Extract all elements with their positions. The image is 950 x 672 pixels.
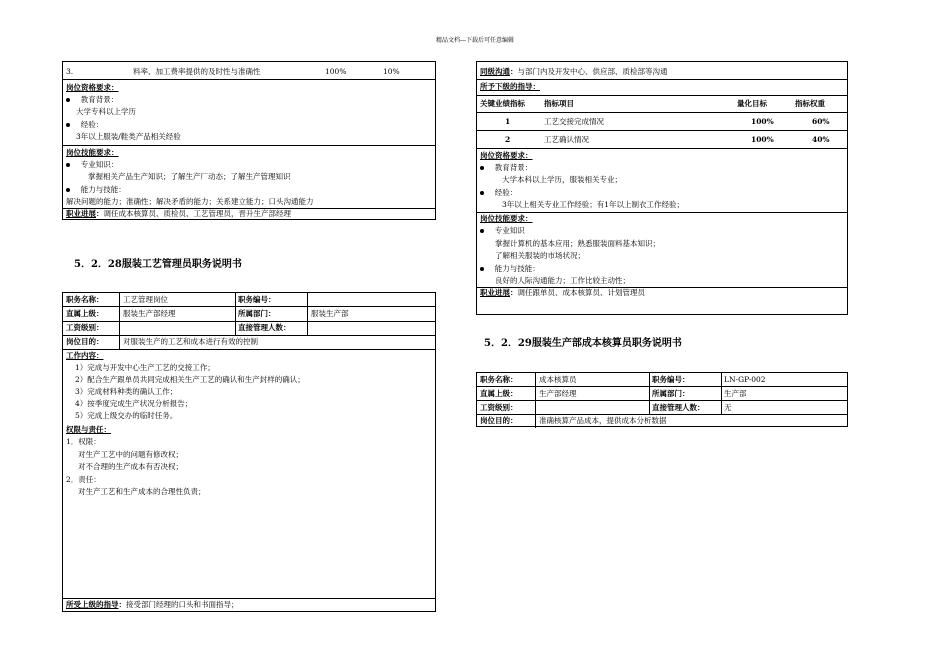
ability-text: 解决问题的能力；准确性；解决矛盾的能力；关系建立能力；口头沟通能力 bbox=[66, 197, 314, 206]
qualification-title: 岗位资格要求： bbox=[66, 83, 119, 92]
bullet-icon bbox=[66, 123, 70, 127]
label-direct-reports: 直接管理人数： bbox=[652, 403, 705, 412]
kpi-row-number: 1 bbox=[505, 117, 511, 126]
experience-label: 经验： bbox=[66, 120, 103, 130]
value-direct-reports: 无 bbox=[724, 403, 732, 412]
skill-title: 岗位技能要求： bbox=[480, 214, 533, 223]
value-job-purpose: 对服装生产的工艺和成本进行有效的控制 bbox=[123, 337, 258, 346]
work-content-title: 工作内容： bbox=[66, 351, 104, 360]
label-salary-grade: 工资级别： bbox=[480, 403, 518, 412]
label-job-purpose: 岗位目的： bbox=[66, 337, 104, 346]
knowledge-label: 专业知识 bbox=[480, 226, 525, 236]
rights-label: 1．权限： bbox=[66, 437, 101, 446]
page-header: 精品文档---下载后可任意编辑 bbox=[435, 37, 515, 44]
skill-title: 岗位技能要求： bbox=[66, 148, 119, 157]
label-department: 所属部门： bbox=[652, 389, 690, 398]
bullet-icon bbox=[66, 163, 70, 167]
rights-item: 对不合理的生产成本有否决权； bbox=[78, 462, 183, 471]
right-kpi-box bbox=[476, 61, 848, 315]
value-department: 服装生产部 bbox=[311, 309, 349, 318]
work-content-item: 4）按季度完成生产状况分析报告； bbox=[75, 399, 193, 408]
bullet-icon bbox=[480, 267, 484, 271]
value-department: 生产部 bbox=[724, 389, 747, 398]
label-direct-reports: 直接管理人数： bbox=[238, 323, 291, 332]
kpi-row-weight: 60% bbox=[812, 117, 830, 126]
experience-text: 3年以上服装/鞋类产品相关经验 bbox=[76, 132, 181, 141]
label-job-code: 职务编号： bbox=[652, 375, 690, 384]
rights-item: 对生产工艺中的问题有修改权； bbox=[78, 450, 183, 459]
education-text: 大学专科以上学历 bbox=[76, 107, 136, 116]
knowledge-text: 了解相关服装的市场状况； bbox=[495, 251, 585, 260]
kpi-row-number: 2 bbox=[505, 135, 511, 144]
bullet-icon bbox=[66, 98, 70, 102]
left-qualification-box bbox=[62, 61, 436, 220]
row-item: 料率、加工费率提供的及时性与准确性 bbox=[133, 67, 261, 76]
qualification-title: 岗位资格要求： bbox=[480, 151, 533, 160]
value-job-purpose: 准确核算产品成本，提供成本分析数据 bbox=[539, 416, 667, 425]
education-label: 教育背景： bbox=[66, 95, 118, 105]
kpi-header-target: 量化目标 bbox=[737, 99, 767, 108]
bullet-icon bbox=[480, 191, 484, 195]
label-department: 所属部门： bbox=[238, 309, 276, 318]
value-job-title: 工艺管理岗位 bbox=[123, 295, 168, 304]
kpi-row-target: 100% bbox=[751, 135, 774, 144]
value-job-code: LN-GP-002 bbox=[724, 375, 766, 384]
career-progression: 职业进展：调任成本核算员、质检员、工艺管理员，晋升生产部经理 bbox=[66, 209, 291, 218]
left-job-table bbox=[62, 292, 436, 612]
knowledge-label: 专业知识： bbox=[66, 160, 118, 170]
ability-label: 能力与技能： bbox=[66, 185, 126, 195]
bullet-icon bbox=[480, 229, 484, 233]
kpi-header-indicator: 关键业绩指标 bbox=[480, 99, 525, 108]
work-content-item: 3）完成材料种类的确认工作； bbox=[75, 387, 178, 396]
duty-text: 对生产工艺和生产成本的合理性负责； bbox=[78, 487, 206, 496]
row-number: 3. bbox=[66, 67, 74, 76]
kpi-row-target: 100% bbox=[751, 117, 774, 126]
kpi-header-item: 指标项目 bbox=[544, 99, 574, 108]
section-title-5-2-28: 5．2．28服装工艺管理员职务说明书 bbox=[74, 259, 242, 270]
education-text: 大学本科以上学历，服装相关专业； bbox=[502, 175, 622, 184]
ability-text: 良好的人际沟通能力；工作比较主动性； bbox=[495, 276, 630, 285]
experience-label: 经验： bbox=[480, 188, 517, 198]
career-progression: 职业进展：调任跟单员、成本核算员、计划管理员 bbox=[480, 288, 645, 297]
work-content-item: 1）完成与开发中心生产工艺的交接工作； bbox=[75, 363, 215, 372]
knowledge-text: 掌握计算机的基本应用；熟悉服装面料基本知识； bbox=[495, 239, 660, 248]
row-target: 100% bbox=[325, 67, 347, 76]
rights-title: 权限与责任： bbox=[66, 425, 111, 434]
label-supervisor: 直属上级： bbox=[480, 389, 518, 398]
ability-label: 能力与技能： bbox=[480, 264, 540, 274]
label-job-code: 职务编号： bbox=[238, 295, 276, 304]
value-job-title: 成本核算员 bbox=[539, 375, 577, 384]
knowledge-text: 掌握相关产品生产知识；了解生产厂动态；了解生产管理知识 bbox=[88, 172, 291, 181]
label-salary-grade: 工资级别： bbox=[66, 323, 104, 332]
kpi-row-item: 工艺交接完成情况 bbox=[544, 117, 604, 126]
bullet-icon bbox=[480, 166, 484, 170]
value-supervisor: 生产部经理 bbox=[539, 389, 577, 398]
subordinate-guidance: 所予下级的指导： bbox=[480, 82, 540, 91]
supervisor-guidance: 所受上级的指导：接受部门经理的口头和书面指导； bbox=[66, 600, 239, 609]
duty-label: 2．责任： bbox=[66, 475, 101, 484]
section-title-5-2-29: 5．2．29服装生产部成本核算员职务说明书 bbox=[484, 338, 682, 349]
label-supervisor: 直属上级： bbox=[66, 309, 104, 318]
kpi-row-item: 工艺确认情况 bbox=[544, 135, 589, 144]
kpi-row-weight: 40% bbox=[812, 135, 830, 144]
kpi-header-weight: 指标权重 bbox=[795, 99, 825, 108]
row-weight: 10% bbox=[383, 67, 400, 76]
education-label: 教育背景： bbox=[480, 163, 532, 173]
label-job-title: 职务名称： bbox=[66, 295, 104, 304]
work-content-item: 5）完成上级交办的临时任务。 bbox=[75, 411, 178, 420]
peer-communication: 同级沟通：与部门内及开发中心、供应部、质检部等沟通 bbox=[480, 67, 668, 76]
experience-text: 3年以上相关专业工作经验；有1年以上制衣工作经验； bbox=[502, 200, 685, 209]
value-supervisor: 服装生产部经理 bbox=[123, 309, 176, 318]
label-job-title: 职务名称： bbox=[480, 375, 518, 384]
work-content-item: 2）配合生产跟单员共同完成相关生产工艺的确认和生产封样的确认； bbox=[75, 375, 305, 384]
label-job-purpose: 岗位目的： bbox=[480, 416, 518, 425]
right-job-table bbox=[476, 372, 848, 427]
bullet-icon bbox=[66, 188, 70, 192]
